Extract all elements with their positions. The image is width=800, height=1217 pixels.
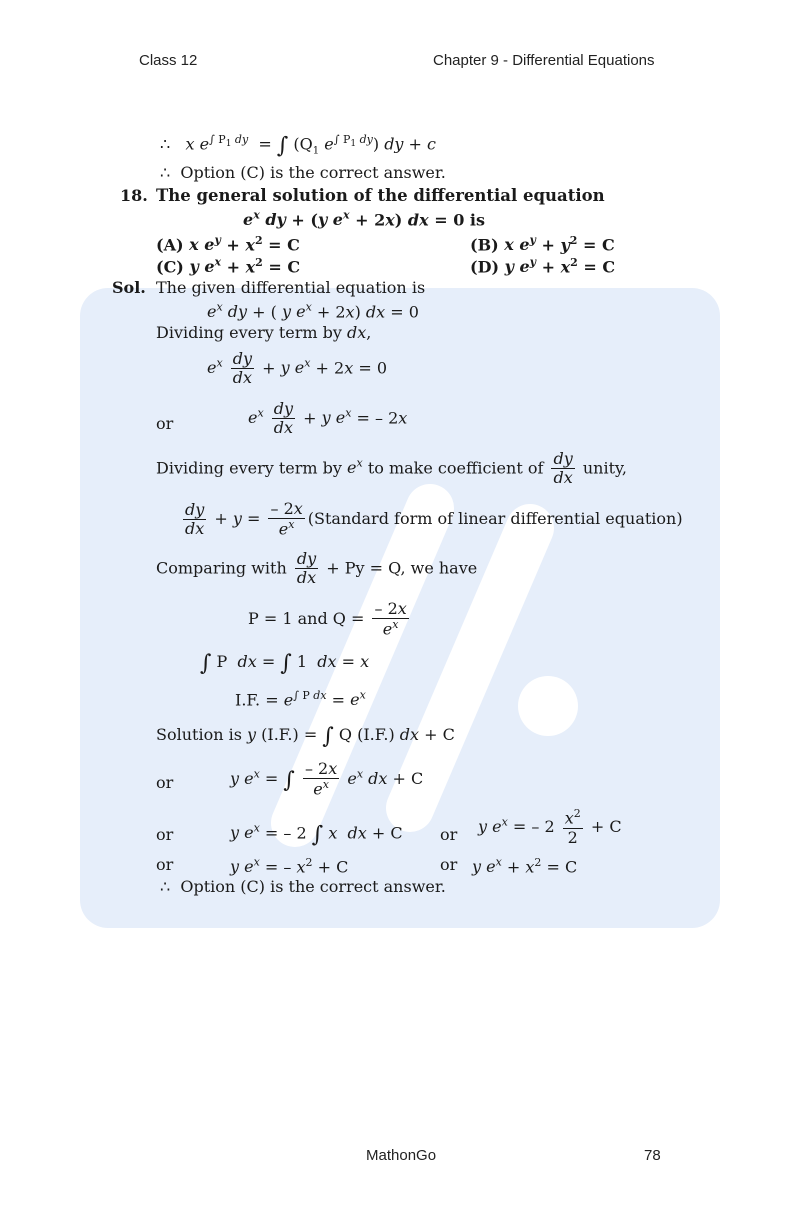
or-label-2: or bbox=[156, 773, 174, 792]
question-equation: $e^x$ dy + (y $e^x + 2x$) dx = 0 is bbox=[243, 209, 485, 230]
therefore-symbol: ∴ bbox=[160, 134, 171, 154]
integral-p: ∫ P dx = ∫ 1 dx = x bbox=[200, 651, 370, 676]
or-label-5: or bbox=[156, 855, 174, 874]
page-class-label: Class 12 bbox=[139, 52, 198, 69]
question-text: The general solution of the differential equation bbox=[156, 186, 605, 205]
or-label-4: or bbox=[440, 825, 458, 844]
question-number: 18. bbox=[120, 186, 148, 205]
solution-formula: Solution is y (I.F.) = ∫ Q (I.F.) dx + C bbox=[156, 724, 455, 749]
footer-brand: MathonGo bbox=[366, 1147, 437, 1164]
solution-intro: The given differential equation is bbox=[156, 278, 426, 297]
page-number: 78 bbox=[644, 1147, 661, 1164]
or-label-6: or bbox=[440, 855, 458, 874]
eq-step-6: y $e^x$ = – $x^2 + C$ bbox=[230, 856, 349, 877]
comparing-text: Comparing with $\frac{dy}{dx}$ + Py = Q, we have bbox=[156, 549, 478, 588]
integrating-factor: I.F. = $e^{\int P dx} = e^x$ bbox=[235, 689, 366, 710]
p-and-q-values: P = 1 and Q = $\frac{- 2x}{e^x}$ bbox=[248, 599, 407, 639]
standard-form-equation: $\frac{dy}{dx}$ + y = $\frac{- 2x}{e^x}$ (Standard form of linear differential equation) bbox=[185, 499, 683, 539]
prev-final-equation: ∴ x $e^{\int P_1 dy}$ = ∫ ($Q_1$ $e^{\int P_1 dy}$) dy + c bbox=[160, 133, 437, 159]
solution-conclusion: ∴ Option (C) is the correct answer. bbox=[160, 877, 446, 896]
or-label-3: or bbox=[156, 825, 174, 844]
eq-step-1: $e^x$ $\frac{dy}{dx}$ + y $e^x + 2x = 0$ bbox=[207, 349, 388, 388]
eq-step-5: y $e^x$ = – 2 $\frac{x^2}{2}$ + C bbox=[478, 807, 622, 847]
option-c: (C) y $e^x + x^2 = C$ bbox=[156, 256, 301, 277]
option-a: (A) x $e^y + x^2 = C$ bbox=[156, 234, 300, 255]
given-equation: $e^x$ dy + ( y $e^x + 2x$) dx = 0 bbox=[207, 301, 419, 322]
option-d: (D) y $e^y + x^2 = C$ bbox=[470, 256, 616, 277]
or-label-1: or bbox=[156, 414, 174, 433]
divide-by-dx-text: Dividing every term by dx, bbox=[156, 323, 372, 342]
final-solution: y $e^x + x^2 = C$ bbox=[472, 856, 578, 877]
eq-step-4: y $e^x$ = – 2 ∫ x dx + C bbox=[230, 822, 403, 848]
divide-by-ex-text: Dividing every term by $e^x$ to make coefficient of $\frac{dy}{dx}$ unity, bbox=[156, 449, 628, 488]
option-b: (B) x $e^y + y^2 = C$ bbox=[470, 234, 615, 255]
page-chapter-title: Chapter 9 - Differential Equations bbox=[433, 52, 655, 69]
eq-step-2: $e^x$ $\frac{dy}{dx}$ + y $e^x$ = – 2x bbox=[248, 399, 408, 438]
eq-step-3: y $e^x$ = ∫ $\frac{- 2x}{e^x}$ $e^x$ dx + C bbox=[230, 759, 424, 799]
prev-conclusion: ∴ Option (C) is the correct answer. bbox=[160, 163, 446, 182]
solution-label: Sol. bbox=[112, 278, 146, 297]
